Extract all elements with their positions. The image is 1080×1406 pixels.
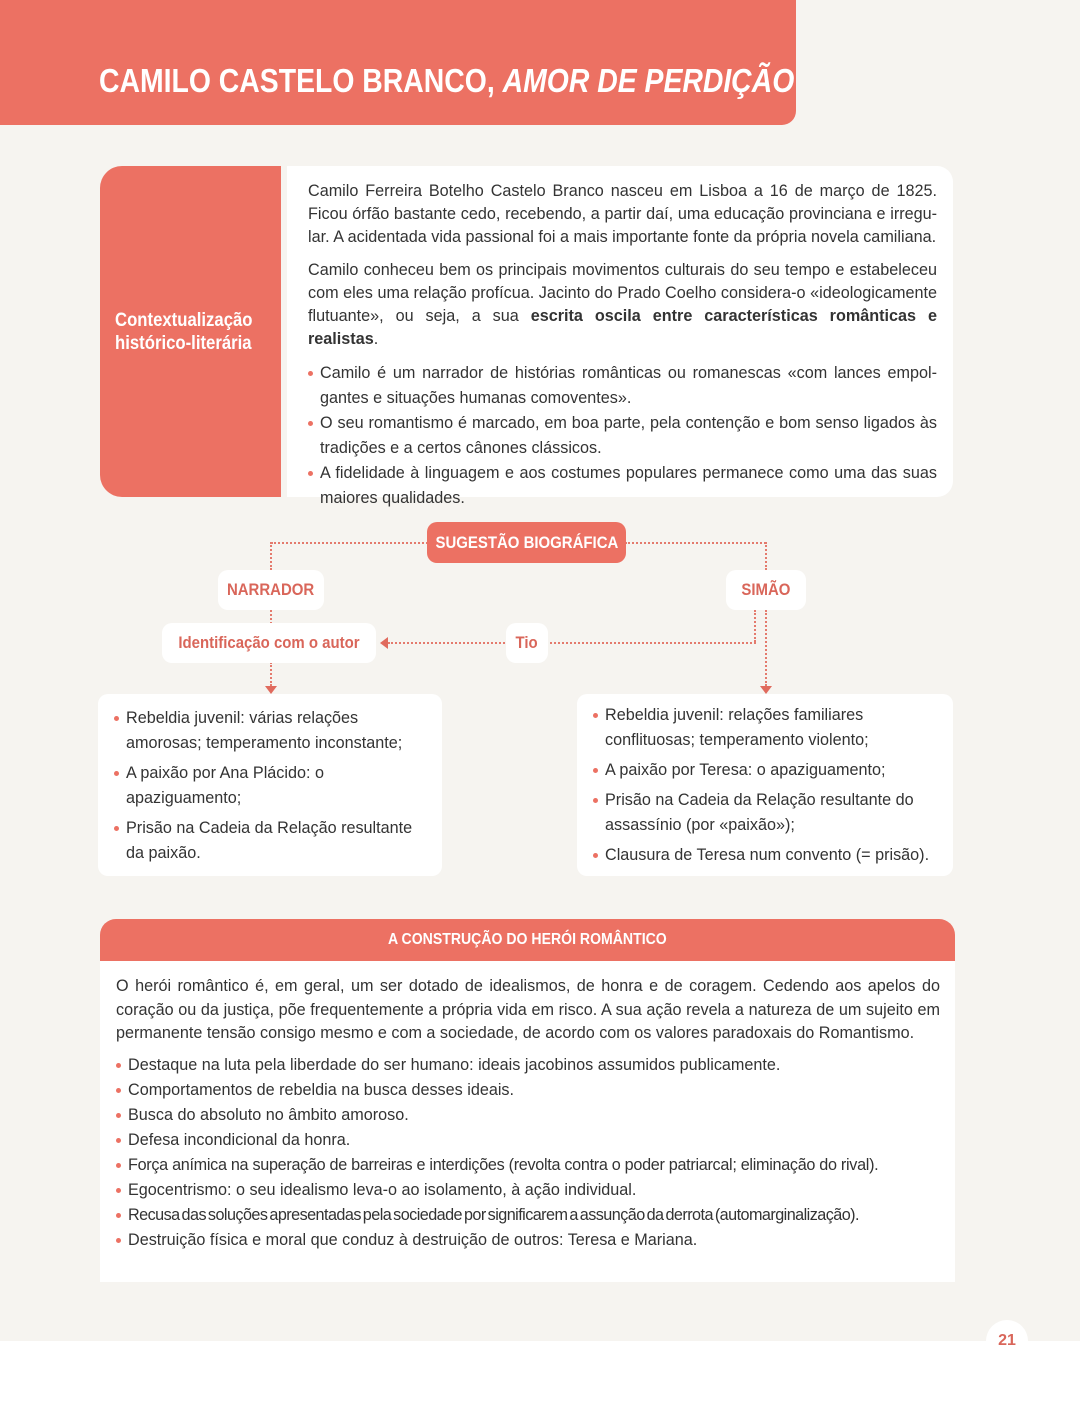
list-item: Comportamentos de rebeldia na busca desses ideais. bbox=[116, 1078, 940, 1103]
node-simao bbox=[726, 570, 806, 610]
footer-band bbox=[0, 1341, 1080, 1406]
context-label-line2: histórico-literária bbox=[115, 333, 252, 354]
list-item: Prisão na Cadeia da Relação resultante do assassínio (por «paixão»); bbox=[593, 788, 939, 838]
node-label: SUGESTÃO BIOGRÁFICA bbox=[435, 532, 618, 552]
romantic-hero-section bbox=[100, 919, 955, 1282]
context-section bbox=[100, 166, 953, 507]
list-item: A paixão por Ana Plácido: o apaziguamento; bbox=[114, 761, 428, 811]
context-body bbox=[287, 166, 953, 507]
list-item: Prisão na Cadeia da Relação resultante da paixão. bbox=[114, 816, 428, 866]
node-label: Identificação com o autor bbox=[178, 633, 360, 652]
arrow-down-icon bbox=[760, 686, 772, 694]
list-item: Destaque na luta pela liberdade do ser humano: ideais jacobinos assumidos publicamente. bbox=[116, 1053, 940, 1078]
context-label bbox=[115, 309, 253, 355]
connector-line bbox=[388, 642, 508, 644]
node-label: Tio bbox=[515, 633, 539, 652]
node-label: SIMÃO bbox=[741, 580, 791, 599]
p2-bold: escrita oscila entre características românticas e realistas bbox=[308, 307, 937, 348]
context-bullets bbox=[308, 361, 937, 511]
list-item: Força anímica na superação de barreiras e interdições (revolta contra o poder patriarcal; eliminação do rival). bbox=[116, 1153, 940, 1178]
node-label: NARRADOR bbox=[227, 580, 315, 599]
simao-traits-box bbox=[577, 694, 953, 876]
list-item: O seu romantismo é marcado, em boa parte, pela contenção e bom senso ligados às tradições e a certos cânones clássicos. bbox=[308, 411, 937, 461]
list-item: Clausura de Teresa num convento (= prisão). bbox=[593, 843, 939, 868]
context-paragraph-1: Camilo Ferreira Botelho Castelo Branco nasceu em Lisboa a 16 de março de 1825. Ficou órfão bastante cedo, recebendo, a partir daí, uma educação provinciana e irregular. A acidentada vida passional foi a mais importante fonte da própria novela camiliana. bbox=[308, 182, 937, 246]
arrow-left-icon bbox=[380, 637, 388, 649]
connector-line bbox=[270, 542, 272, 570]
page-number: 21 bbox=[986, 1320, 1028, 1362]
hero-bullets bbox=[116, 1053, 940, 1253]
connector-line bbox=[270, 610, 272, 624]
connector-line bbox=[765, 542, 767, 570]
list-item: Recusa das soluções apresentadas pela sociedade por significarem a assunção da derrota (automarginalização). bbox=[116, 1203, 940, 1228]
node-biographical-suggestion bbox=[427, 522, 626, 563]
section-body bbox=[100, 961, 955, 1282]
connector-line bbox=[271, 542, 428, 544]
node-narrator bbox=[218, 570, 324, 610]
section-heading bbox=[100, 919, 955, 961]
node-uncle bbox=[506, 623, 548, 663]
context-label-line1: Contextualização bbox=[115, 310, 253, 331]
connector-line bbox=[270, 662, 272, 686]
connector-line bbox=[546, 642, 756, 644]
list-item: Rebeldia juvenil: várias relações amorosas; temperamento inconstante; bbox=[114, 706, 428, 756]
list-item: Defesa incondicional da honra. bbox=[116, 1128, 940, 1153]
section-title: A CONSTRUÇÃO DO HERÓI ROMÂNTICO bbox=[388, 931, 667, 948]
context-side-panel bbox=[100, 166, 281, 497]
node-identification bbox=[162, 623, 376, 663]
title-author: CAMILO CASTELO BRANCO, bbox=[99, 62, 503, 99]
list-item: Egocentrismo: o seu idealismo leva-o ao isolamento, à ação individual. bbox=[116, 1178, 940, 1203]
narrator-traits-box bbox=[98, 694, 442, 876]
connector-line bbox=[754, 610, 756, 642]
title-work: AMOR DE PERDIÇÃO bbox=[502, 62, 795, 99]
connector-line bbox=[765, 610, 767, 686]
p2-start: Camilo conheceu bem os principais movimentos culturais do seu tempo e estabeleceu com eles uma relação profícua. Jacinto do Prado Coelho considera-o «ideologicamente flutuante», ou seja, a sua bbox=[308, 261, 937, 325]
list-item: Busca do absoluto no âmbito amoroso. bbox=[116, 1103, 940, 1128]
hero-paragraph: O herói romântico é, em geral, um ser dotado de idealismos, de honra e de coragem. Cedendo aos apelos do coração ou da justiça, põe frequentemente a própria vida em risco. A sua ação revela a natureza de um sujeito em permanente tensão consigo mesmo e com a sociedade, de acordo com os valores paradoxais do Romantismo. bbox=[116, 977, 940, 1042]
list-item: Rebeldia juvenil: relações familiares conflituosas; temperamento violento; bbox=[593, 703, 939, 753]
context-paragraph-2 bbox=[308, 259, 937, 351]
page-title bbox=[99, 62, 794, 100]
connector-line bbox=[625, 542, 766, 544]
arrow-down-icon bbox=[265, 686, 277, 694]
list-item: A paixão por Teresa: o apaziguamento; bbox=[593, 758, 939, 783]
list-item: A fidelidade à linguagem e aos costumes populares permanece como uma das suas maiores qualidades. bbox=[308, 461, 937, 511]
list-item: Camilo é um narrador de histórias românticas ou romanescas «com lances empolgantes e situações humanas comoventes». bbox=[308, 361, 937, 411]
p2-end: . bbox=[373, 330, 379, 348]
list-item: Destruição física e moral que conduz à destruição de outros: Teresa e Mariana. bbox=[116, 1228, 940, 1253]
